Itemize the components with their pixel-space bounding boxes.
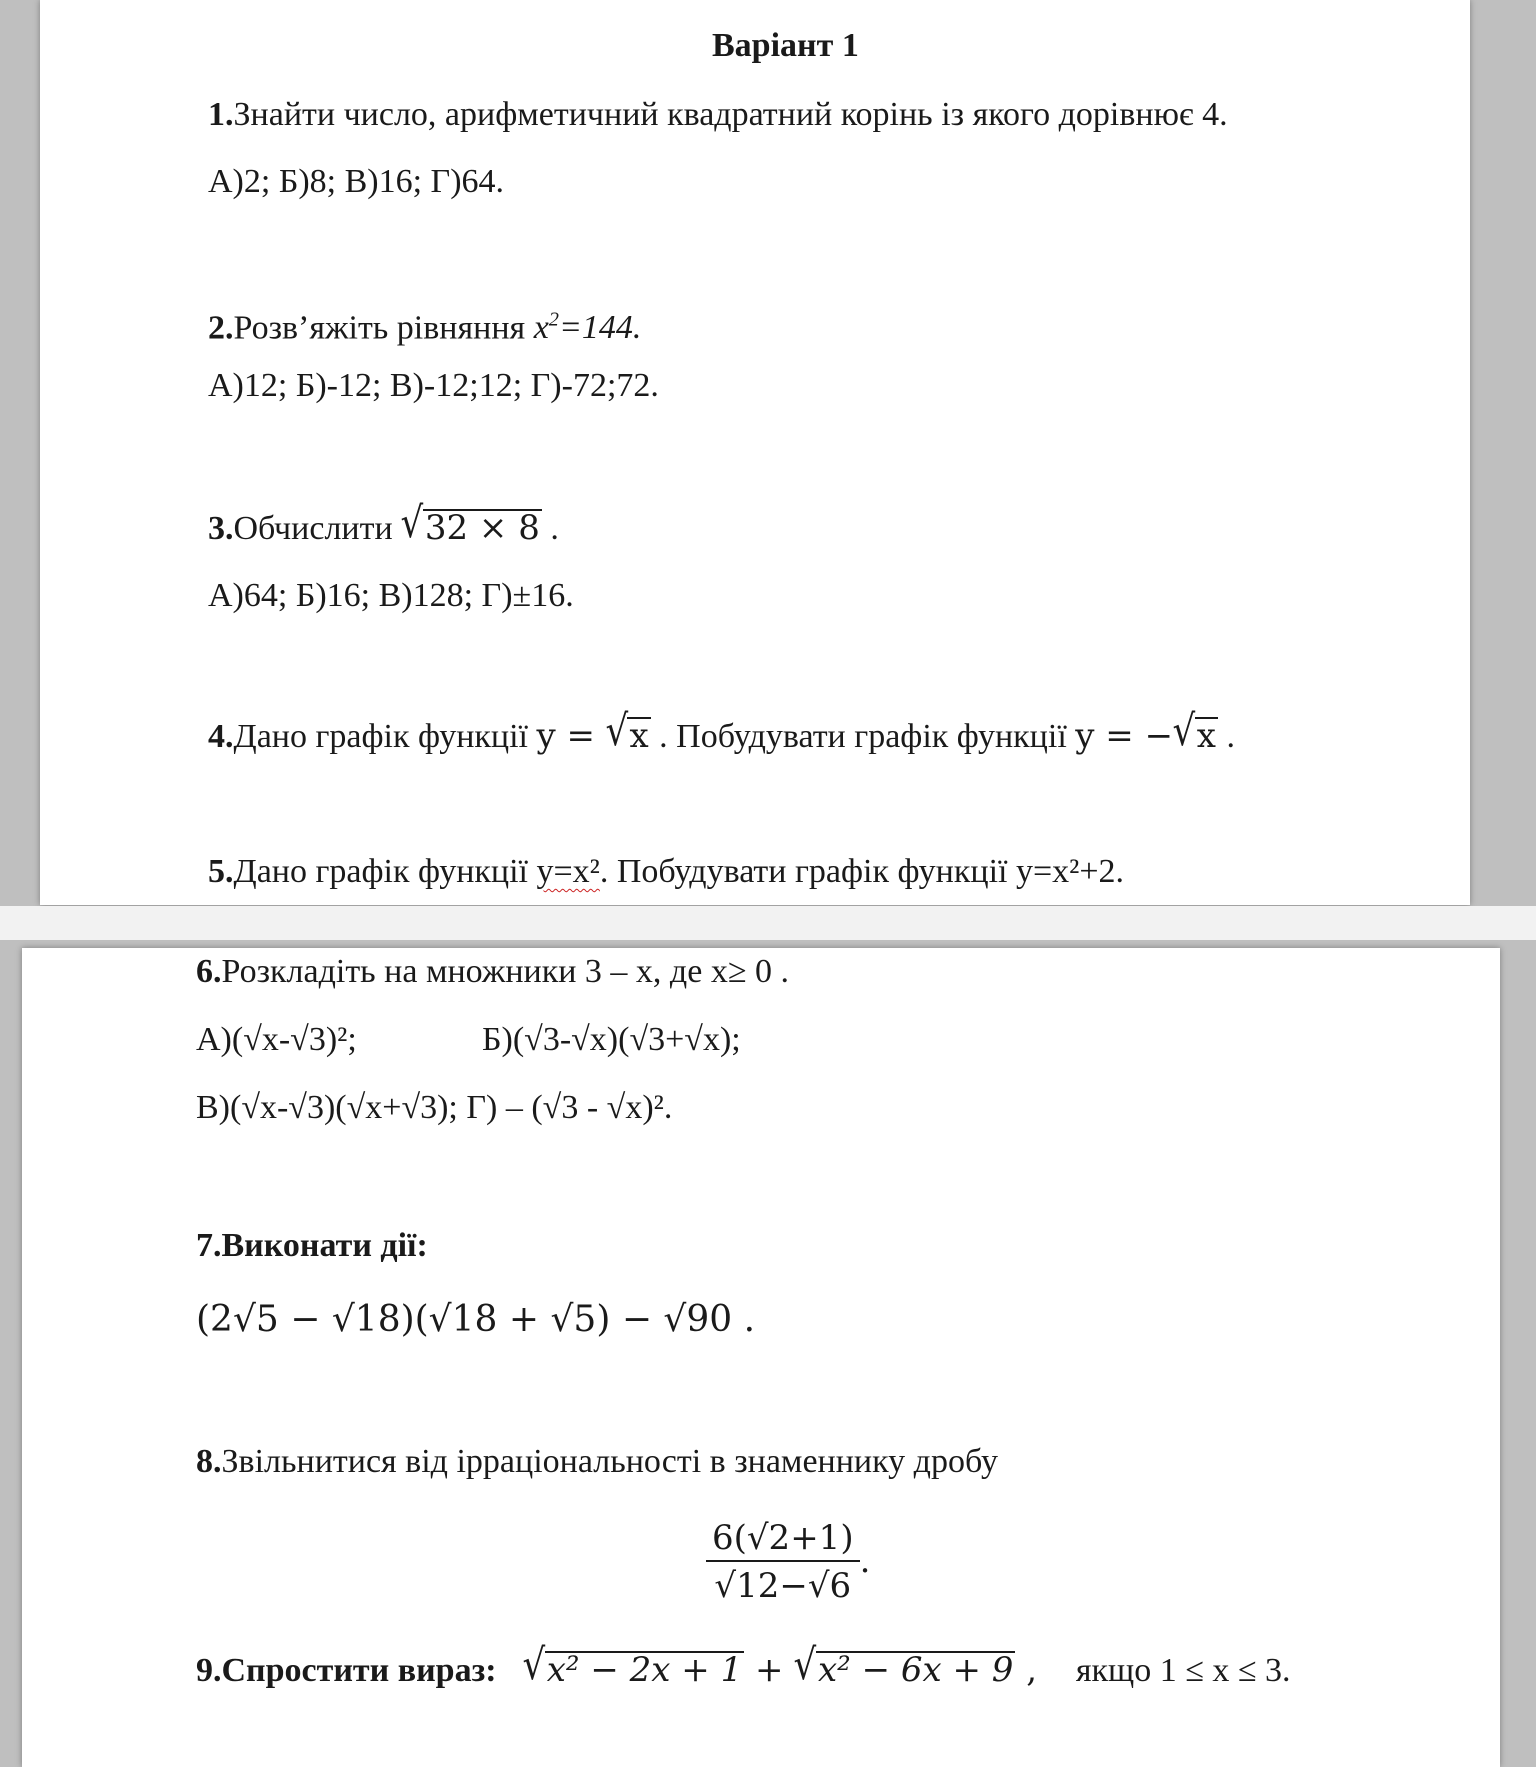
radical-expression: √x xyxy=(1172,706,1216,756)
page-gap xyxy=(0,906,1536,940)
answer-6cd: В)(√x-√3)(√x+√3); Г) – (√3 - √x)². xyxy=(196,1089,673,1126)
numerator: 6(√2+1) xyxy=(706,1516,860,1562)
question-1 xyxy=(208,95,1228,135)
question-text: Спростити вираз: xyxy=(221,1652,497,1689)
question-4: 4.Дано графік функції y = √x . Побудувати графік функції y = −√x . xyxy=(208,706,1235,756)
question-text: Розкладіть на множники 3 – x, де x≥ 0 . xyxy=(221,953,789,990)
document-page-1 xyxy=(40,0,1470,905)
question-6 xyxy=(196,952,789,992)
question-9 xyxy=(196,1640,1291,1691)
answers-3: А)64; Б)16; В)128; Г)±16. xyxy=(208,577,574,614)
expression-9: √x² − 2x + 1 + √x² − 6x + 9 , xyxy=(522,1640,1048,1690)
radical-expression: √x xyxy=(605,706,649,756)
question-number: 1. xyxy=(208,96,234,133)
question-number: 9. xyxy=(196,1652,222,1689)
answer-6b: Б)(√3-√x)(√3+√x); xyxy=(482,1021,741,1058)
question-number: 7. xyxy=(196,1227,222,1264)
question-7 xyxy=(196,1226,428,1266)
condition: якщо 1 ≤ x ≤ 3. xyxy=(1075,1652,1291,1689)
question-3: 3.Обчислити √32 × 8 . xyxy=(208,498,559,548)
variant-title: Варіант 1 xyxy=(712,27,859,64)
question-5: 5.Дано графік функції y=x². Побудувати графік функції y=x²+2. xyxy=(208,853,1125,890)
radical-expression: √32 × 8 xyxy=(400,498,540,548)
equation: $x^2=144$. xyxy=(533,309,642,347)
question-8 xyxy=(196,1442,998,1482)
question-text: Обчислити xyxy=(233,510,393,547)
question-text: Виконати дії: xyxy=(221,1227,428,1264)
question-number: 3. xyxy=(208,510,234,547)
question-text: Знайти число, арифметичний квадратний корінь із якого дорівнює 4. xyxy=(233,96,1228,133)
question-number: 6. xyxy=(196,953,222,990)
fraction xyxy=(706,1516,860,1610)
question-text: Звільнитися від ірраціональності в знаменнику дробу xyxy=(221,1443,998,1480)
question-number: 8. xyxy=(196,1443,222,1480)
document-page-2 xyxy=(22,948,1500,1767)
question-number: 4. xyxy=(208,718,234,755)
question-text: Розв’яжіть рівняння xyxy=(233,309,526,347)
question-number: 2. xyxy=(208,309,234,347)
answers-1: А)2; Б)8; В)16; Г)64. xyxy=(208,163,505,200)
question-number: 5. xyxy=(208,853,234,890)
answer-6a: А)(√x-√3)²; xyxy=(196,1021,357,1058)
expression-7: (2√5 − √18)(√18 + √5) − √90 . xyxy=(196,1299,756,1340)
question-2 xyxy=(208,300,641,348)
fraction-8: $\frac{6(√2+1)}{√12-√6}$ . xyxy=(706,1516,870,1610)
denominator: √12−√6 xyxy=(714,1566,852,1606)
answers-2: А)12; Б)-12; В)-12;12; Г)-72;72. xyxy=(208,367,659,404)
